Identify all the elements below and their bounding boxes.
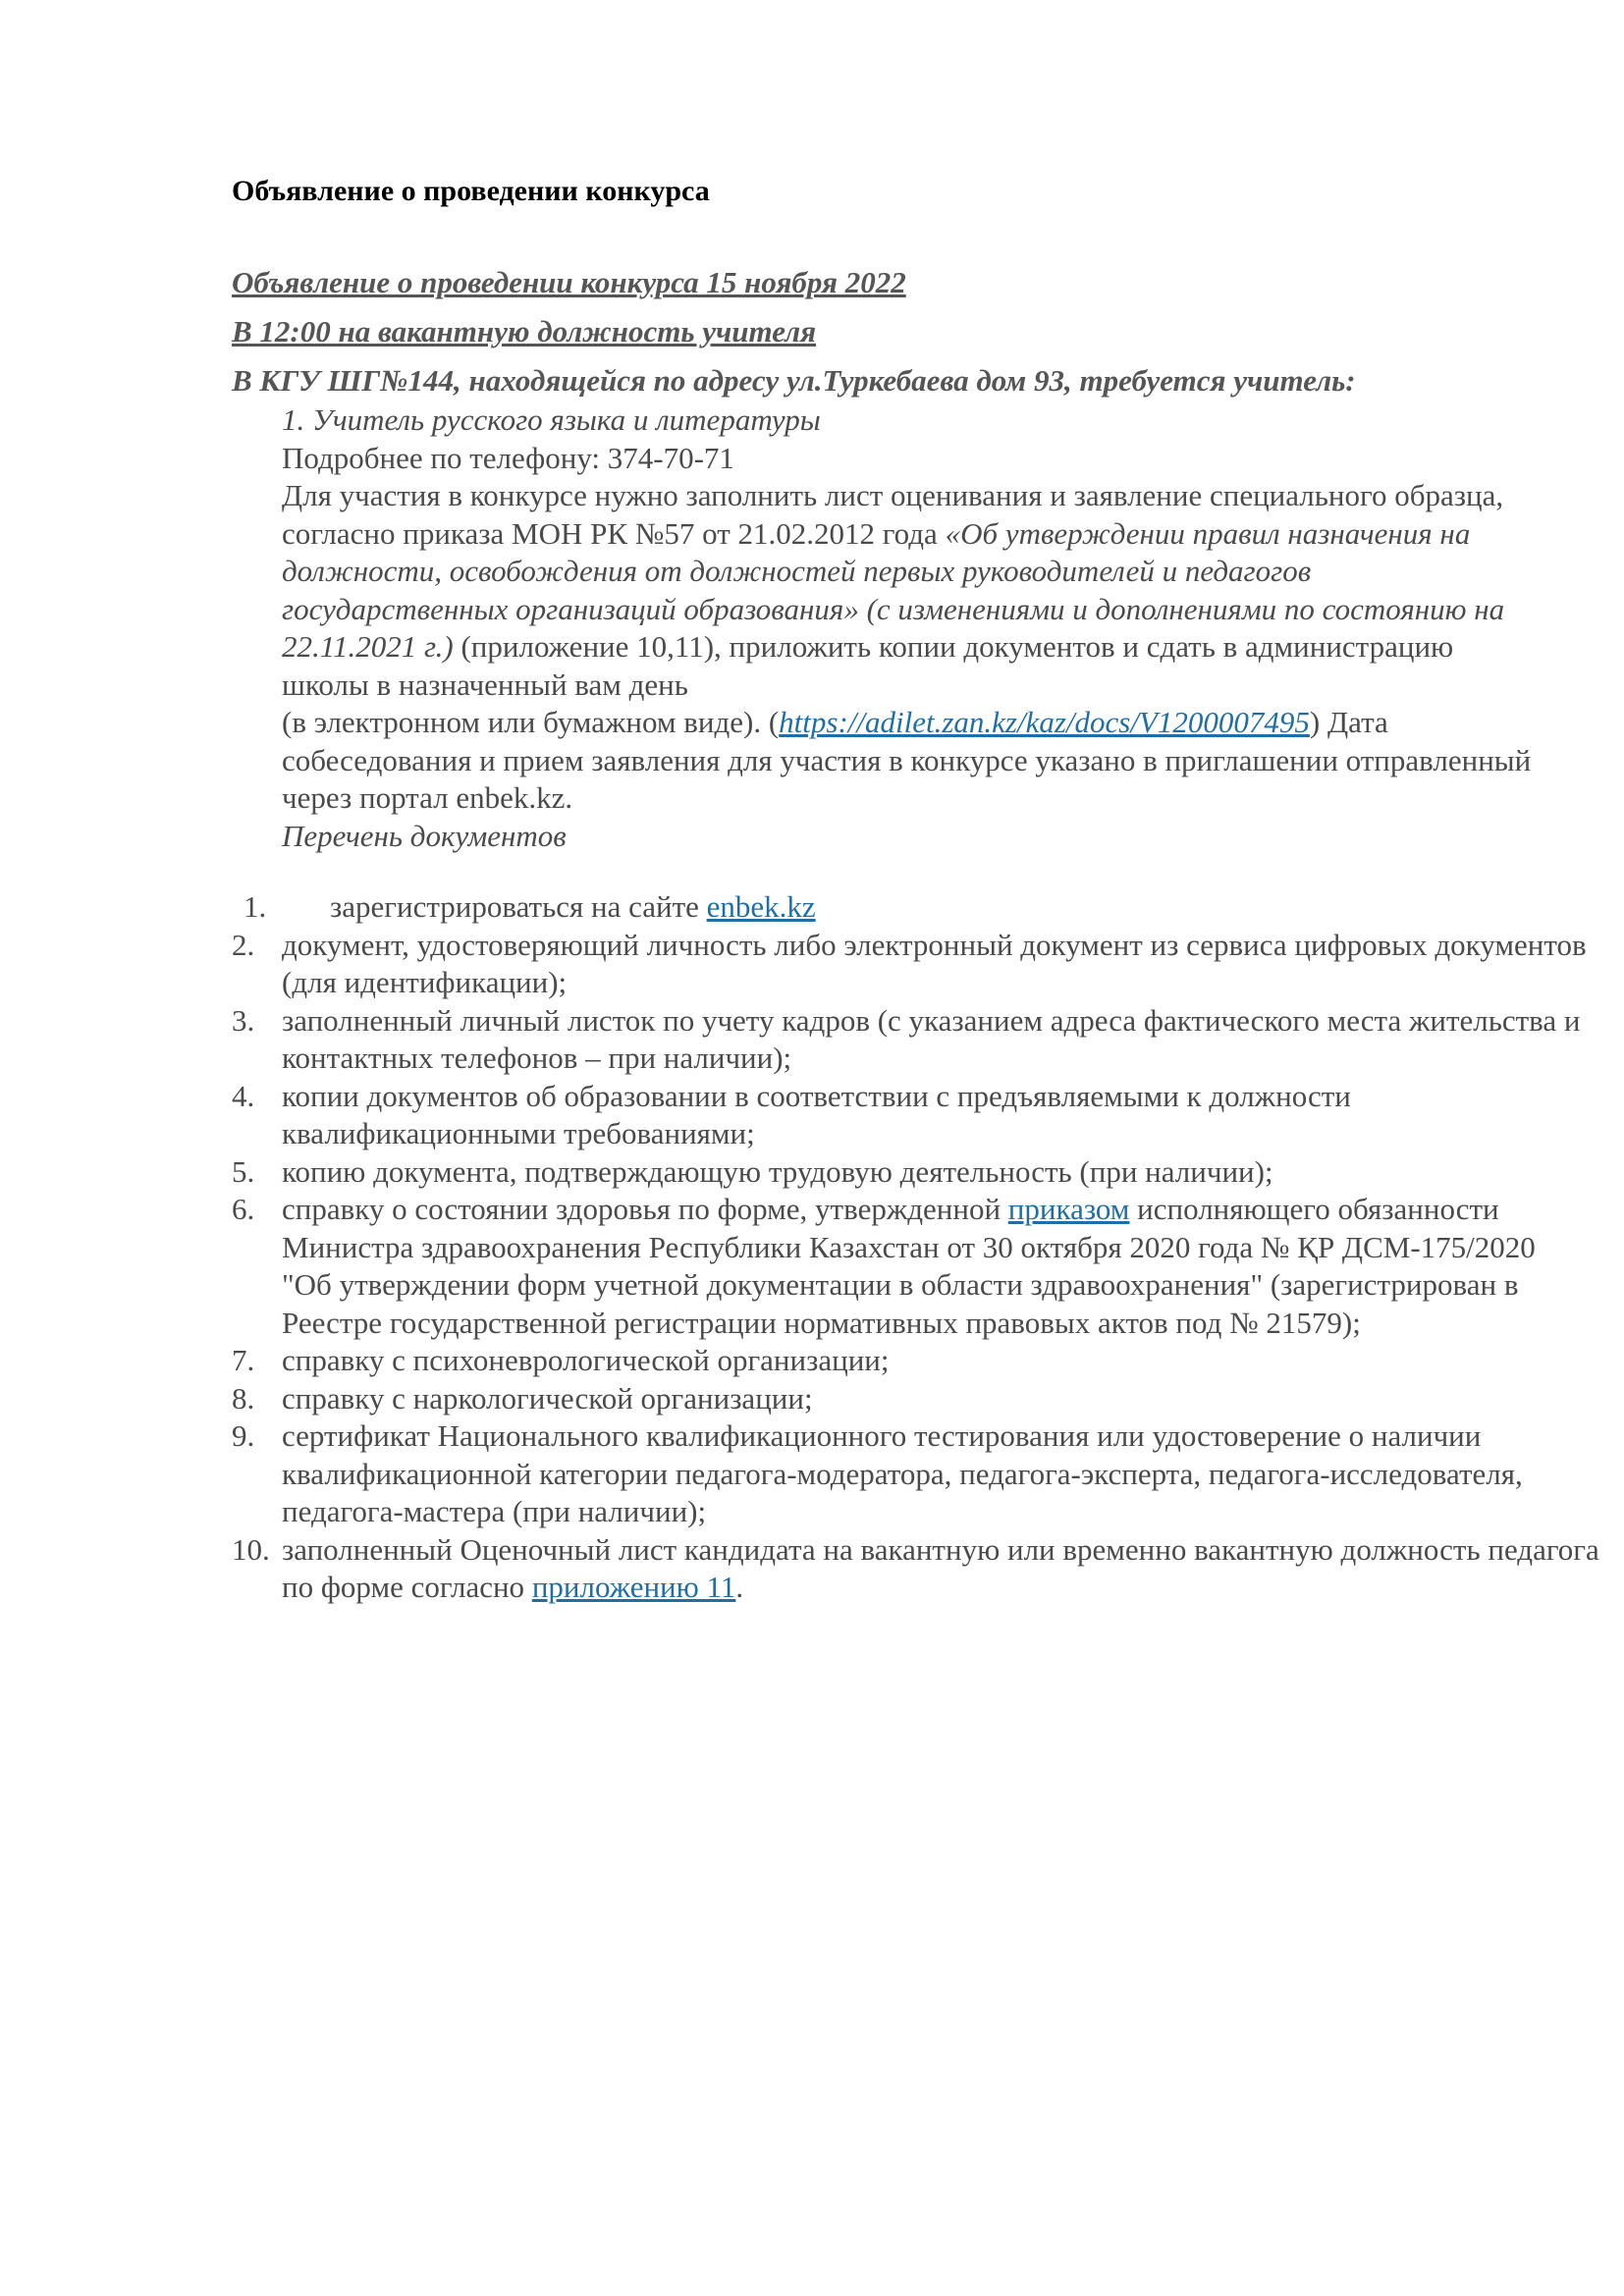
position-line: 1. Учитель русского языка и литературы	[282, 402, 821, 437]
list-item	[232, 1531, 1624, 1607]
list-item-text	[282, 1531, 1624, 1607]
list-item	[232, 1078, 1624, 1153]
list-item	[232, 888, 1624, 927]
documents-list	[232, 888, 1624, 1607]
list-item-text	[330, 888, 1624, 927]
list-item-line2: Министра здравоохранения Республики Казахстан от 30 октября 2020 года № ҚР ДСМ-175/2020	[282, 1229, 1536, 1264]
list-item-text	[282, 1191, 1624, 1342]
list-item-post: .	[735, 1570, 744, 1604]
list-item-pre: справку о состоянии здоровья по форме, утвержденной	[282, 1192, 1008, 1226]
list-item-text: справку с психоневрологической организации;	[282, 1343, 890, 1377]
doc-list-title: Перечень документов	[282, 818, 567, 853]
list-item	[232, 1191, 1624, 1342]
document-title: Объявление о проведении конкурса	[232, 175, 710, 207]
list-item-pre: зарегистрироваться на сайте	[330, 889, 707, 924]
list-item-number: 9.	[232, 1418, 255, 1453]
list-item-number: 2.	[232, 927, 255, 962]
list-item-number: 1.	[244, 889, 267, 924]
list-item-text: сертификат Национального квалификационного тестирования или удостоверение о наличии квалификационной категории педагога-модератора, педагога-эксперта, педагога-исследователя, педагога-мастера (при наличии);	[282, 1418, 1523, 1528]
announcement-body	[282, 401, 1539, 855]
list-item-text: справку с наркологической организации;	[282, 1380, 813, 1415]
list-item	[232, 1153, 1624, 1192]
para-line2-start: (в электронном или бумажном виде). (	[282, 705, 780, 739]
list-item-line3: "Об утверждении форм учетной документации в области здравоохранения" (зарегистрирован в	[282, 1267, 1519, 1302]
list-item	[232, 1417, 1624, 1531]
list-item-number: 5.	[232, 1153, 255, 1189]
appendix-11-link[interactable]: приложению 11	[531, 1570, 736, 1604]
list-item-number: 8.	[232, 1380, 255, 1415]
list-item	[232, 1002, 1624, 1078]
phone-line: Подробнее по телефону: 374-70-71	[282, 440, 734, 475]
list-item-post: исполняющего обязанности	[1129, 1192, 1499, 1226]
list-item-text: копию документа, подтверждающую трудовую деятельность (при наличии);	[282, 1153, 1273, 1189]
list-item-number: 3.	[232, 1002, 255, 1038]
enbek-link[interactable]: enbek.kz	[706, 889, 816, 924]
para-start: Для участия в конкурсе нужно заполнить лист оценивания и заявление специального образца, согласно приказа МОН РК №57 от 21.02.2012 года	[282, 478, 1504, 551]
list-item-text: документ, удостоверяющий личность либо электронный документ из сервиса цифровых документов (для идентификации);	[282, 927, 1587, 999]
list-item-number: 7.	[232, 1343, 255, 1377]
list-item	[232, 927, 1624, 1002]
list-item-number: 6.	[232, 1192, 255, 1226]
list-item-line4: Реестре государственной регистрации нормативных правовых актов под № 21579);	[282, 1305, 1361, 1340]
para-end: ) Дата собеседования и прием заявления для участия в конкурсе указано в приглашении отправленный через портал enbek.kz.	[282, 705, 1532, 815]
headline-date: Объявление о проведении конкурса 15 ноября 2022	[232, 265, 906, 299]
list-item	[232, 1380, 1624, 1418]
adilet-link[interactable]: https://adilet.zan.kz/kaz/docs/V1200007495	[779, 705, 1310, 739]
list-item-number: 10.	[232, 1531, 270, 1567]
list-item-pre: заполненный Оценочный лист кандидата на вакантную или временно вакантную должность педагога по форме согласно	[282, 1531, 1599, 1604]
list-item-text: копии документов об образовании в соответствии с предъявляемыми к должности квалификационными требованиями;	[282, 1078, 1351, 1150]
order-title: «Об утверждении правил назначения на должности, освобождения от должностей первых руководителей и педагогов государственных организаций образования» (с изменениями и дополнениями по состоянию на 22.11.2021 г.)	[282, 515, 1505, 664]
list-item-number: 4.	[232, 1078, 255, 1113]
list-item-text: заполненный личный листок по учету кадров (с указанием адреса фактического места жительства и контактных телефонов – при наличии);	[282, 1002, 1581, 1075]
participation-paragraph-2	[282, 704, 1539, 818]
order-link[interactable]: приказом	[1007, 1192, 1130, 1226]
para-mid: (приложение 10,11), приложить копии документов и сдать в администрацию школы в назначенный вам день	[282, 629, 1454, 702]
headline-address: В КГУ ШГ№144, находящейся по адресу ул.Туркебаева дом 93, требуется учитель:	[232, 363, 1356, 398]
list-item	[232, 1342, 1624, 1380]
participation-paragraph	[282, 477, 1539, 704]
headline-time: В 12:00 на вакантную должность учителя	[232, 314, 817, 348]
